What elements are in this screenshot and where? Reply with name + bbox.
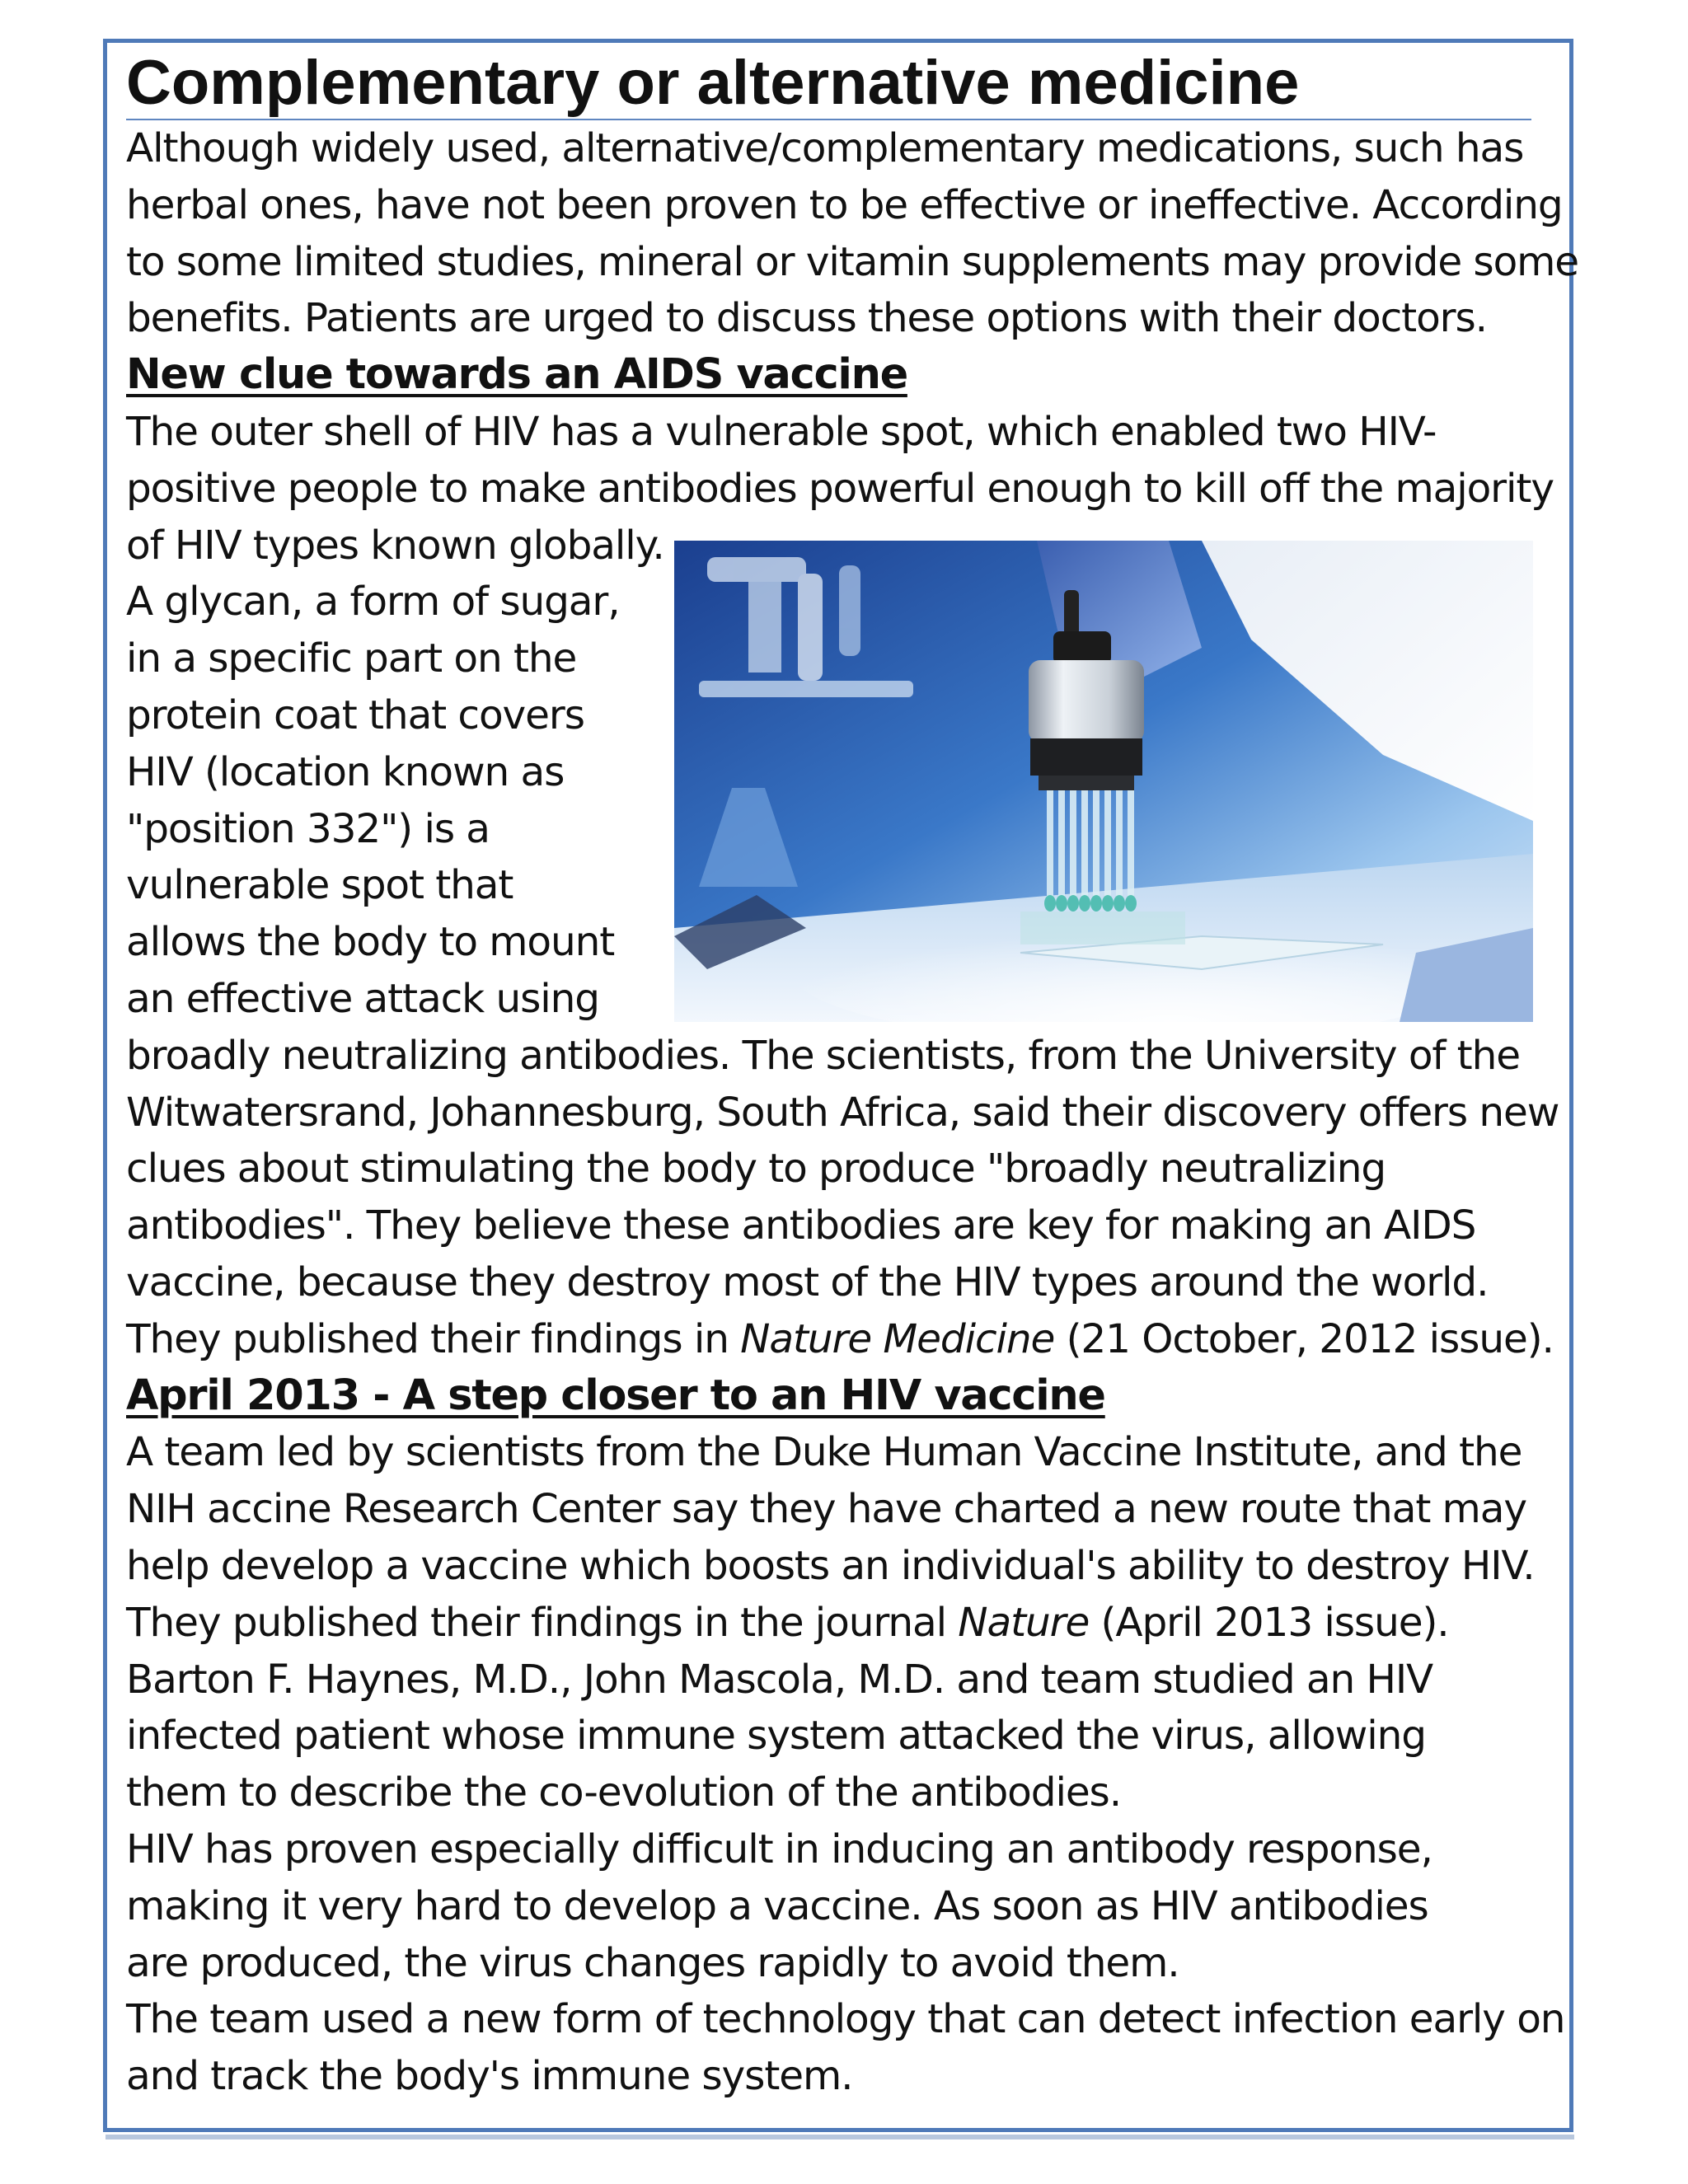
body-line: vulnerable spot that <box>126 862 513 909</box>
citation-line <box>126 1595 1552 1652</box>
section-title-hiv-vaccine: April 2013 - A step closer to an HIV vaccine <box>126 1371 1105 1420</box>
journal-name: Nature <box>958 1599 1090 1646</box>
body-line: positive people to make antibodies powerful enough to kill off the majority <box>126 465 1554 512</box>
body-line: A glycan, a form of sugar, <box>126 579 620 626</box>
body-line: HIV has proven especially difficult in inducing an antibody response, <box>126 1825 1432 1872</box>
citation-line <box>126 1311 1552 1368</box>
body-line: Witwatersrand, Johannesburg, South Africa, said their discovery offers new <box>126 1089 1559 1136</box>
section-title-cam: Complementary or alternative medicine <box>126 48 1531 120</box>
lab-pipette-photo <box>674 541 1533 1022</box>
body-line: and track the body's immune system. <box>126 2053 853 2100</box>
body-line: clues about stimulating the body to produce "broadly neutralizing <box>126 1146 1386 1193</box>
body-line: in a specific part on the <box>126 635 577 682</box>
section-cam-body <box>126 120 1579 347</box>
body-line: Although widely used, alternative/complementary medications, such has <box>126 125 1524 171</box>
journal-name: Nature Medicine <box>740 1315 1055 1362</box>
body-line: to some limited studies, mineral or vitamin supplements may provide some <box>126 238 1579 285</box>
section-title-aids-vaccine: New clue towards an AIDS vaccine <box>126 350 907 400</box>
body-line: them to describe the co-evolution of the antibodies. <box>126 1769 1122 1816</box>
body-line: of HIV types known globally. <box>126 522 664 569</box>
body-line: The team used a new form of technology that can detect infection early on <box>126 1996 1565 2043</box>
body-line: help develop a vaccine which boosts an individual's ability to destroy HIV. <box>126 1542 1535 1589</box>
body-line: protein coat that covers <box>126 691 584 738</box>
body-line: A team led by scientists from the Duke Human Vaccine Institute, and the <box>126 1429 1522 1476</box>
body-line: infected patient whose immune system attacked the virus, allowing <box>126 1713 1426 1760</box>
body-line: making it very hard to develop a vaccine. As soon as HIV antibodies <box>126 1882 1428 1929</box>
citation-text: (April 2013 issue). <box>1089 1599 1449 1646</box>
body-line: The outer shell of HIV has a vulnerable spot, which enabled two HIV- <box>126 408 1437 455</box>
page-border-shadow <box>106 2135 1574 2139</box>
citation-text: They published their findings in the journal <box>126 1599 959 1646</box>
citation-text: They published their findings in <box>126 1315 741 1362</box>
body-line: antibodies". They believe these antibodies are key for making an AIDS <box>126 1202 1476 1249</box>
body-line: broadly neutralizing antibodies. The scientists, from the University of the <box>126 1032 1520 1079</box>
body-line: an effective attack using <box>126 975 599 1022</box>
body-line: HIV (location known as <box>126 748 565 795</box>
lab-pipette-illustration <box>674 541 1533 1022</box>
body-line: vaccine, because they destroy most of the HIV types around the world. <box>126 1258 1489 1305</box>
body-line: benefits. Patients are urged to discuss these options with their doctors. <box>126 295 1487 342</box>
body-line: Barton F. Haynes, M.D., John Mascola, M.D. and team studied an HIV <box>126 1656 1433 1703</box>
body-line: NIH accine Research Center say they have charted a new route that may <box>126 1486 1526 1533</box>
body-line: are produced, the virus changes rapidly to avoid them. <box>126 1939 1179 1986</box>
body-line: allows the body to mount <box>126 919 615 966</box>
section-hiv-body <box>126 1424 1565 2105</box>
body-line: "position 332") is a <box>126 805 490 852</box>
article <box>126 48 1579 2105</box>
body-line: herbal ones, have not been proven to be effective or ineffective. According <box>126 181 1563 228</box>
citation-text: (21 October, 2012 issue). <box>1054 1315 1554 1362</box>
